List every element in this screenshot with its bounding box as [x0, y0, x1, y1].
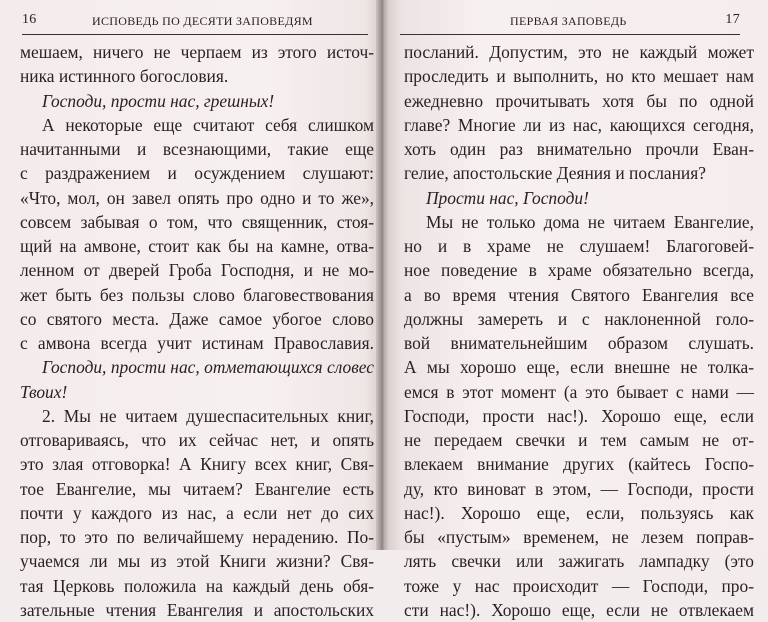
text-line: щий на амвоне, стоит как бы на камне, отва-	[20, 236, 374, 256]
text-line: 2. Мы не читаем душеспасительных книг,	[42, 405, 374, 426]
text-line: ника истинного богословия.	[20, 66, 229, 87]
left-page-header	[22, 12, 368, 36]
right-page-header	[400, 12, 740, 36]
text-line: главе? Многие ли из нас, кающихся сегодня,	[404, 114, 754, 135]
text-line: зательные чтения Евангелия и апостольских	[20, 599, 374, 620]
text-line: «Что, мол, он завел опять про одно и то же»,	[20, 187, 374, 208]
text-line: совсем забывая о том, что священник, стоя-	[20, 211, 374, 232]
book-spine-gutter	[376, 0, 390, 550]
text-line: с амвона всегда учит истинам Православия.	[20, 333, 374, 353]
text-line: пор, то это по величайшему нерадению. По-	[20, 527, 374, 547]
text-line: со святого места. Даже самое убогое слово	[20, 308, 374, 329]
text-line: тое Евангелие, мы читаем? Евангелие есть	[20, 478, 374, 499]
text-line: но и в храме не слушаем! Благоговей-	[404, 236, 754, 256]
text-line: отговариваясь, что их сейчас нет, и опять	[20, 430, 374, 450]
left-header-rule	[22, 34, 368, 35]
text-line: ду, кто виноват в этом, — Господи, прости	[404, 478, 754, 499]
prayer-line: Прости нас, Господи!	[426, 187, 589, 208]
text-line: мешаем, ничего не черпаем из этого источ-	[20, 42, 374, 62]
text-line: гелие, апостольские Деяния и послания?	[404, 163, 706, 184]
text-line: вой внимательнейшим образом слушать.	[404, 333, 754, 353]
left-running-head: ИСПОВЕДЬ ПО ДЕСЯТИ ЗАПОВЕДЯМ	[92, 14, 313, 28]
text-line: а во время чтения Святого Евангелия все	[404, 284, 754, 305]
text-line: ленном от дверей Гроба Господня, и не мо-	[20, 260, 374, 281]
text-line: сти нас!). Хорошо еще, если не отвлекаем	[404, 599, 754, 620]
text-line: А некоторые еще считают себя слишком	[42, 114, 374, 135]
text-line: почти у каждого из нас, а если нет до сих	[20, 502, 374, 523]
text-line: А мы хорошо еще, если внешне не толка-	[404, 357, 754, 378]
left-page-number: 16	[22, 12, 37, 27]
text-line: емся в этот момент (а это бывает с нами —	[404, 381, 754, 402]
right-running-head: ПЕРВАЯ ЗАПОВЕДЬ	[510, 14, 627, 28]
prayer-line: Твоих!	[20, 381, 68, 402]
text-line: нас!). Хорошо еще, если, пользуясь как	[404, 502, 754, 523]
right-page-text	[404, 40, 754, 622]
left-page	[0, 0, 380, 620]
left-page-text	[20, 40, 374, 622]
text-line: бы «пустым» временем, не лезем поправ-	[404, 527, 754, 547]
text-line: тоже у нас происходит — Господи, про-	[404, 575, 754, 596]
text-line: лять свечки или зажигать лампадку (это	[404, 551, 754, 572]
text-line: ное поведение в храме обязательно всегда,	[404, 260, 754, 281]
text-line: учаемся ли мы из этой Книги жизни? Свя-	[20, 551, 374, 572]
prayer-line: Господи, прости нас, грешных!	[42, 90, 275, 111]
text-line: начитанными и всезнающими, такие еще	[20, 139, 374, 159]
text-line: проследить и выполнить, но кто мешает нам	[404, 66, 754, 87]
text-line: Господи, прости нас!). Хорошо еще, если	[404, 405, 754, 426]
text-line: тая Церковь положила на каждый день обя-	[20, 575, 374, 596]
text-line: с раздражением и осуждением слушают:	[20, 163, 374, 184]
right-page	[386, 0, 768, 620]
text-line: жет быть без пользы слово благовествования	[20, 284, 374, 305]
text-line: посланий. Допустим, это не каждый может	[404, 42, 754, 62]
text-line: не передаем свечки и тем самым не от-	[404, 430, 754, 450]
text-line: это злая отговорка! А Книгу всех книг, Свя-	[20, 454, 374, 475]
text-line: должны замереть и с наклоненной голо-	[404, 308, 754, 329]
text-line: ежедневно прочитывать хотя бы по одной	[404, 90, 754, 111]
right-page-number: 17	[725, 12, 740, 27]
text-line: влекаем внимание других (кайтесь Госпо-	[404, 454, 754, 475]
text-line: хоть один раз внимательно прочли Еван-	[404, 139, 754, 159]
right-header-rule	[400, 34, 740, 35]
prayer-line: Господи, прости нас, отметающихся словес	[42, 357, 374, 378]
text-line: Мы не только дома не читаем Евангелие,	[426, 211, 754, 232]
